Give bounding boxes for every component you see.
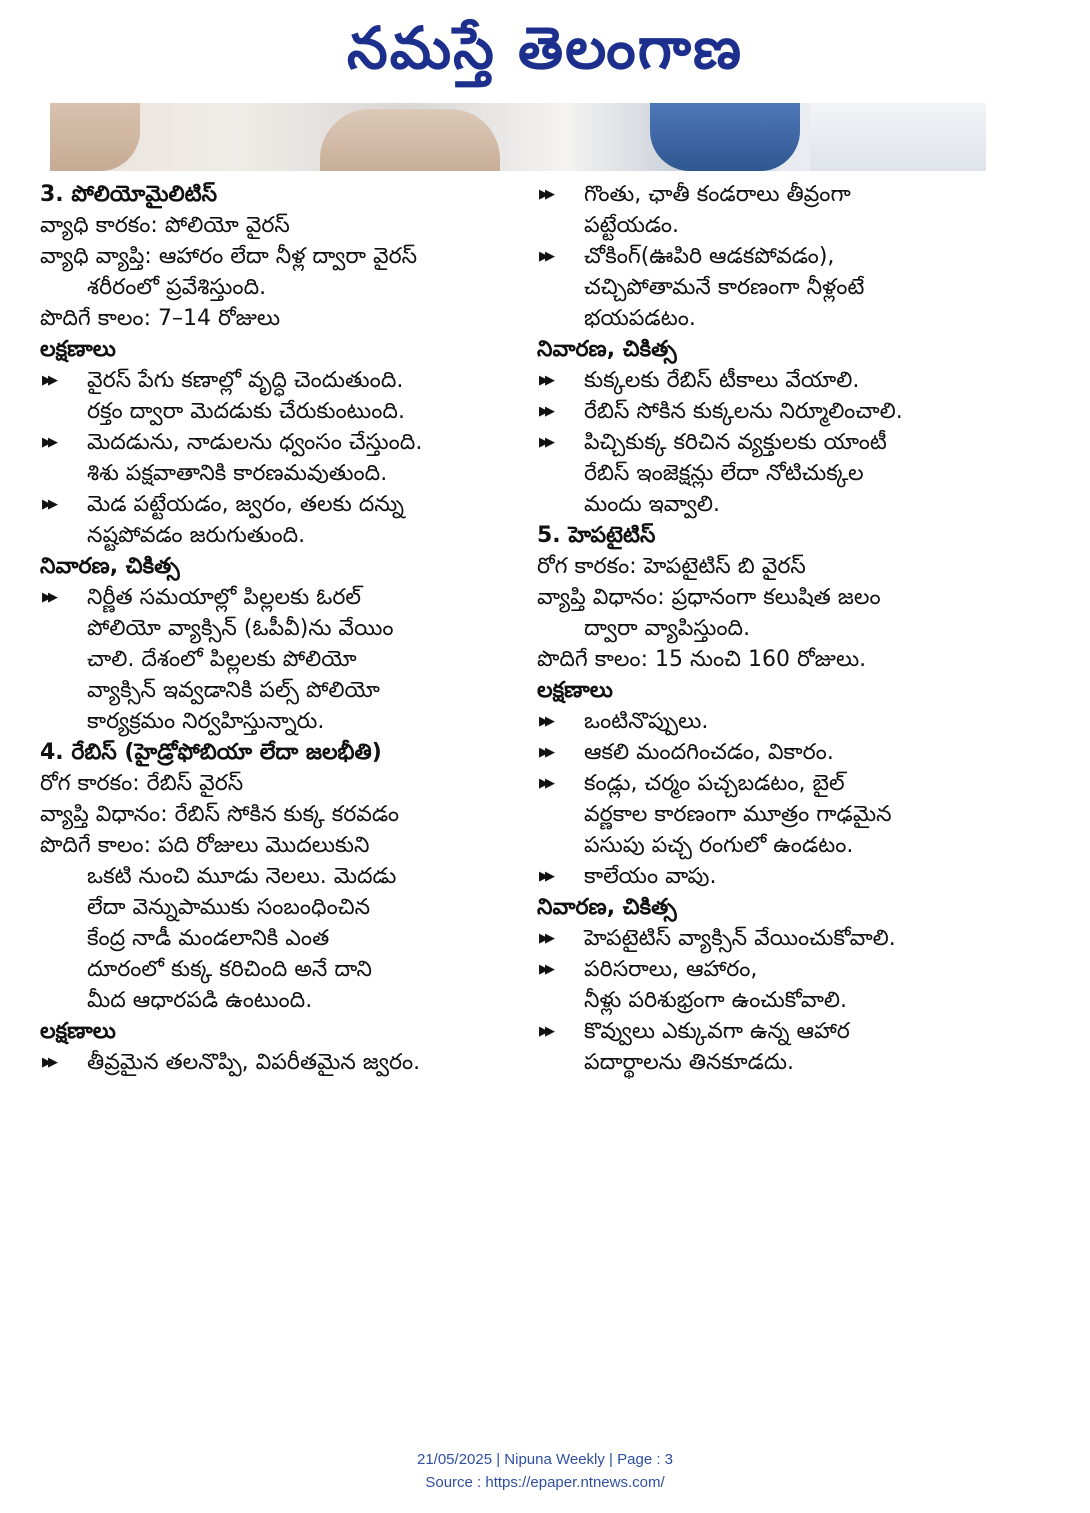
section-heading: 5. హెపటైటిస్: [537, 523, 656, 548]
text-line: పదార్థాలను తినకూడదు.: [584, 1050, 795, 1075]
bullet-item: ▶▶ పిచ్చికుక్క కరిచిన వ్యక్తులకు యాంటీ: [537, 428, 989, 459]
text-line: పొదిగే కాలం: 15 నుంచి 160 రోజులు.: [537, 647, 867, 672]
text-line: పొదిగే కాలం: పది రోజులు మొదలుకుని: [40, 833, 370, 858]
text-line: వర్ణకాల కారణంగా మూత్రం గాఢమైన: [584, 802, 892, 827]
text-line: వ్యాప్తి విధానం: ప్రధానంగా కలుషిత జలం: [537, 585, 881, 610]
text-line: ఒకటి నుంచి మూడు నెలలు. మెదడు: [87, 864, 397, 889]
text-line: వ్యాక్సిన్ ఇవ్వడానికి పల్స్ పోలియో: [87, 678, 380, 703]
text-line: చాలి. దేశంలో పిల్లలకు పోలియో: [87, 647, 357, 672]
bullet-item: ▶▶ వైరస్ పేగు కణాల్లో వృద్ధి చెందుతుంది.: [40, 366, 492, 397]
bullet-item: ▶▶ కండ్లు, చర్మం పచ్చబడటం, బైల్: [537, 769, 989, 800]
bullet-item: ▶▶ కుక్కలకు రేబిస్ టీకాలు వేయాలి.: [537, 366, 989, 397]
text-line: పోలియో వ్యాక్సిన్ (ఓపీవీ)ను వేయిం: [87, 616, 394, 641]
section-heading: లక్షణాలు: [40, 337, 116, 362]
bullet-item: ▶▶ తీవ్రమైన తలనొప్పి, విపరీతమైన జ్వరం.: [40, 1048, 492, 1079]
text-line: నష్టపోవడం జరుగుతుంది.: [87, 523, 306, 548]
text-line: చచ్చిపోతామనే కారణంగా నీళ్లంటే: [584, 275, 865, 300]
footer-date-page: 21/05/2025 | Nipuna Weekly | Page : 3: [416, 1451, 674, 1468]
text-line: పొదిగే కాలం: 7–14 రోజులు: [40, 306, 281, 331]
section-heading: నివారణ, చికిత్స: [40, 554, 180, 579]
bullet-item: ▶▶ చోకింగ్(ఊపిరి ఆడకపోవడం),: [537, 242, 989, 273]
text-line: నీళ్లు పరిశుభ్రంగా ఉంచుకోవాలి.: [584, 988, 848, 1013]
bullet-item: ▶▶ కాలేయం వాపు.: [537, 862, 989, 893]
bullet-item: ▶▶ కొవ్వులు ఎక్కువగా ఉన్న ఆహార: [537, 1017, 989, 1048]
text-line: శరీరంలో ప్రవేశిస్తుంది.: [87, 275, 267, 300]
masthead-logo: [0, 4, 1090, 92]
text-line: ద్వారా వ్యాపిస్తుంది.: [584, 616, 751, 641]
bullet-item: ▶▶ మెడ పట్టేయడం, జ్వరం, తలకు దన్ను: [40, 490, 492, 521]
text-line: రక్తం ద్వారా మెదడుకు చేరుకుంటుంది.: [87, 399, 405, 424]
text-line: కార్యక్రమం నిర్వహిస్తున్నారు.: [87, 709, 325, 734]
right-column: [537, 180, 989, 1079]
text-line: వ్యాధి వ్యాప్తి: ఆహారం లేదా నీళ్ల ద్వారా వైరస్: [40, 244, 418, 269]
text-line: పట్టేయడం.: [584, 213, 680, 238]
footer-source: Source : https://epaper.ntnews.com/: [425, 1474, 665, 1491]
section-heading: లక్షణాలు: [40, 1019, 116, 1044]
text-line: పసుపు పచ్చ రంగులో ఉండటం.: [584, 833, 854, 858]
bullet-item: ▶▶ పరిసరాలు, ఆహారం,: [537, 955, 989, 986]
text-line: లేదా వెన్నుపాముకు సంబంధించిన: [87, 895, 371, 920]
masthead-title: నమస్తే తెలంగాణ: [347, 14, 743, 82]
header-photo: [50, 103, 986, 171]
bullet-item: ▶▶ రేబిస్ సోకిన కుక్కలను నిర్మూలించాలి.: [537, 397, 989, 428]
text-line: రోగ కారకం: రేబిస్ వైరస్: [40, 771, 244, 796]
text-line: భయపడటం.: [584, 306, 696, 331]
text-line: కేంద్ర నాడీ మండలానికి ఎంత: [87, 926, 330, 951]
left-column: [40, 180, 492, 1079]
text-line: మందు ఇవ్వాలి.: [584, 492, 720, 517]
section-heading: 3. పోలియోమైలిటిస్: [40, 182, 218, 207]
text-line: వ్యాప్తి విధానం: రేబిస్ సోకిన కుక్క కరవడం: [40, 802, 400, 827]
text-line: రేబిస్ ఇంజెక్షన్లు లేదా నోటిచుక్కల: [584, 461, 864, 486]
bullet-item: ▶▶ మెదడును, నాడులను ధ్వంసం చేస్తుంది.: [40, 428, 492, 459]
text-line: రోగ కారకం: హెపటైటిస్ బి వైరస్: [537, 554, 806, 579]
text-line: మీద ఆధారపడి ఉంటుంది.: [87, 988, 313, 1013]
bullet-item: ▶▶ హెపటైటిస్ వ్యాక్సిన్ వేయించుకోవాలి.: [537, 924, 989, 955]
bullet-item: ▶▶ ఆకలి మందగించడం, వికారం.: [537, 738, 989, 769]
section-heading: నివారణ, చికిత్స: [537, 337, 677, 362]
text-line: వ్యాధి కారకం: పోలియో వైరస్: [40, 213, 290, 238]
bullet-item: ▶▶ ఒంటినొప్పులు.: [537, 707, 989, 738]
bullet-item: ▶▶ గొంతు, ఛాతీ కండరాలు తీవ్రంగా: [537, 180, 989, 211]
bullet-item: ▶▶ నిర్ణీత సమయాల్లో పిల్లలకు ఓరల్: [40, 583, 492, 614]
text-line: శిశు పక్షవాతానికి కారణమవుతుంది.: [87, 461, 388, 486]
text-line: దూరంలో కుక్క కరిచింది అనే దాని: [87, 957, 372, 982]
section-heading: లక్షణాలు: [537, 678, 613, 703]
section-heading: నివారణ, చికిత్స: [537, 895, 677, 920]
section-heading: 4. రేబిస్ (హైడ్రోఫోబియా లేదా జలభీతి): [40, 740, 382, 765]
